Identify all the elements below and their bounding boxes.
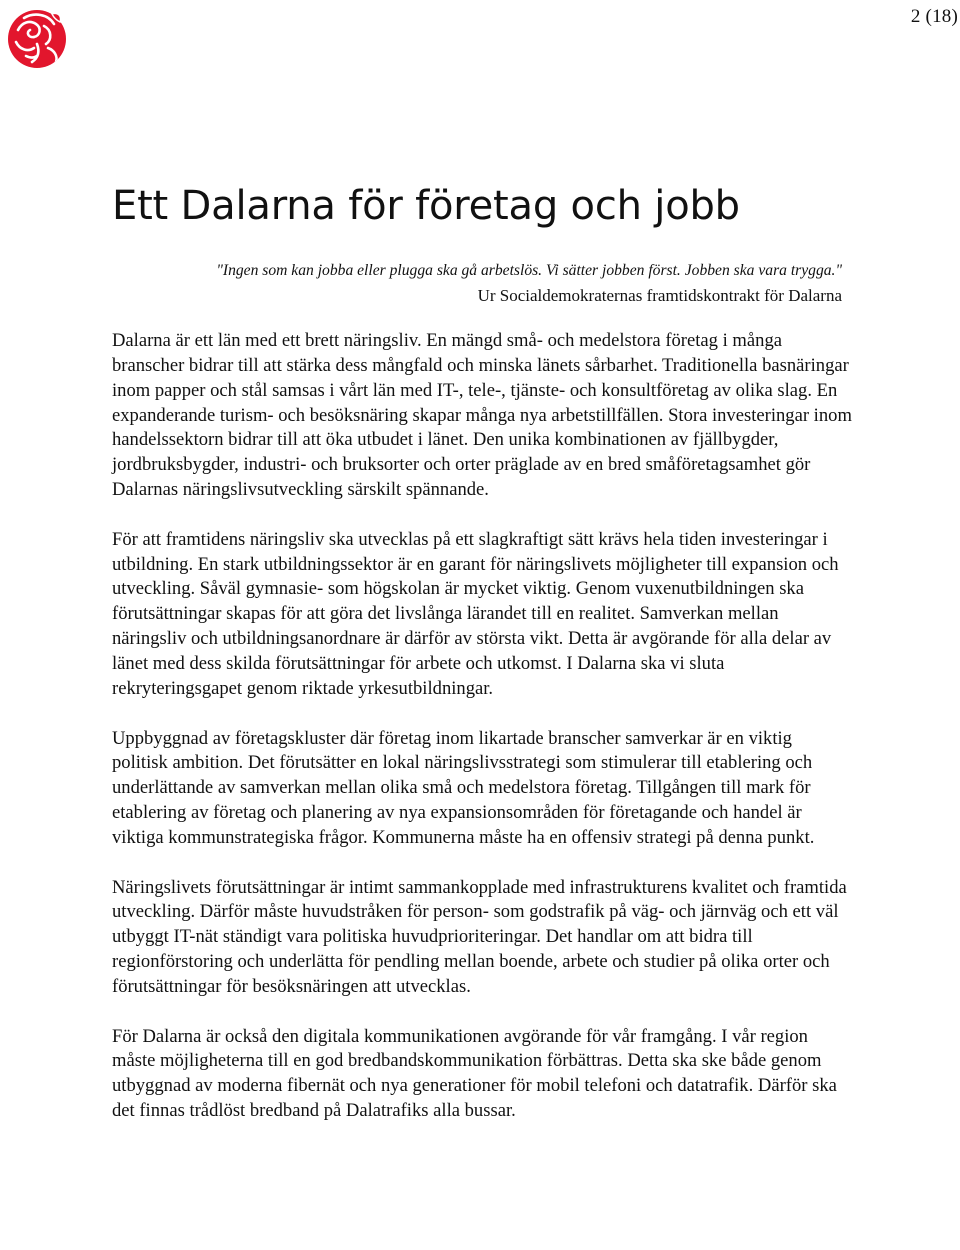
paragraph-infrastructure: Näringslivets förutsättningar är intimt sammankopplade med infrastrukturens kvalitet och framtida utveckling. Därför måste huvudstråken för person- som godstrafik på väg- och järnväg och ett väl utbyggt IT-nät ständigt vara politiska huvudprioriteringar. Det handlar om att bidra till regionförstoring och underlätta för pendling mellan boende, arbete och studier på olika orter och förutsättningar för besöksnäringen att utvecklas.: [112, 876, 847, 997]
page-number: 2 (18): [910, 6, 958, 27]
quote-text: "Ingen som kan jobba eller plugga ska gå arbetslös. Vi sätter jobben först. Jobben ska vara trygga.": [216, 262, 842, 279]
red-rose-logo-icon: [4, 4, 70, 70]
body-text: [112, 329, 852, 1149]
paragraph-business-overview: Dalarna är ett län med ett brett näringsliv. En mängd små- och medelstora företag i många branscher bidrar till att stärka dess mångfald och minska länets sårbarhet. Traditionella basnäringar inom papper och stål samsas i vårt län med IT-, tele-, tjänste- och konsultföretag av olika slag. En expanderande turism- och besöksnäring skapar många nya arbetstillfällen. Stora investeringar inom handelssektorn bidrar till att öka utbudet i länet. Den unika kombinationen av fjällbygder, jordbruksbygder, industri- och bruksorter och orter präglade av en bred småföretagsamhet gör Dalarnas näringslivsutveckling särskilt spännande.: [112, 330, 852, 501]
quote-block: [112, 258, 842, 308]
paragraph-digital-communication: För Dalarna är också den digitala kommunikationen avgörande för vår framgång. I vår region måste möjligheterna till en god bredbandskommunikation förbättras. Detta ska ske både genom utbyggnad av moderna fibernät och nya generationer för mobil telefoni och datatrafik. Därför ska det finnas trådlöst bredband på Dalatrafiks alla bussar.: [112, 1025, 837, 1122]
quote-source: Ur Socialdemokraternas framtidskontrakt för Dalarna: [477, 286, 842, 305]
paragraph-education: För att framtidens näringsliv ska utvecklas på ett slagkraftigt sätt krävs hela tiden investeringar i utbildning. En stark utbildningssektor är en garant för näringslivets möjligheter till expansion och utveckling. Såväl gymnasie- som högskolan är mycket viktig. Genom vuxenutbildningen ska förutsättningar skapas för att göra det livslånga lärandet till en realitet. Samverkan mellan näringsliv och utbildningsanordnare är därför av största vikt. Detta är avgörande för alla delar av länet med dess skilda förutsättningar för arbete och utkomst. I Dalarna ska vi sluta rekryteringsgapet genom riktade yrkesutbildningar.: [112, 528, 839, 699]
document-title: Ett Dalarna för företag och jobb: [112, 183, 740, 229]
paragraph-business-clusters: Uppbyggnad av företagskluster där företag inom likartade branscher samverkar är en viktig politisk ambition. Det förutsätter en lokal näringslivsstrategi som stimulerar till etablering och underlättande av samverkan mellan olika små och medelstora företag. Tillgången till mark för etablering av företag och planering av nya expansionsområden för företagande och handel är viktiga kommunstrategiska frågor. Kommunerna måste ha en offensiv strategi på denna punkt.: [112, 727, 815, 848]
